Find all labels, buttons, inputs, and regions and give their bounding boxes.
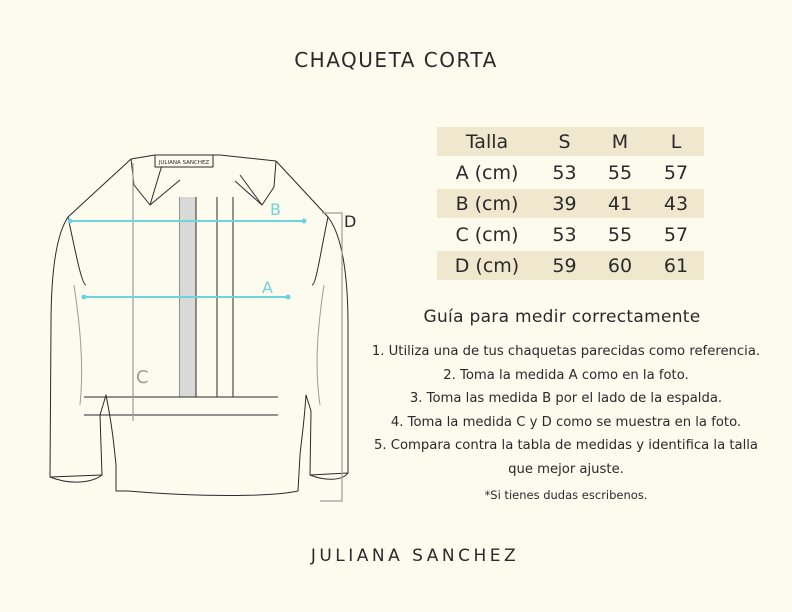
size-table-header-row xyxy=(437,127,704,156)
page-title: CHAQUETA CORTA xyxy=(294,48,498,72)
size-table-cell: 55 xyxy=(607,161,633,184)
size-table-row xyxy=(437,189,704,218)
guide-step: 5. Compara contra la tabla de medidas y identifica la talla xyxy=(373,438,759,454)
guide-step: 3. Toma las medida B por el lado de la espalda. xyxy=(409,391,723,407)
measure-c-letter: C xyxy=(136,367,149,388)
size-table-cell: 60 xyxy=(592,251,648,280)
size-table-header: L xyxy=(648,127,704,156)
size-table-cell: B (cm) xyxy=(437,189,537,218)
guide-note: *Si tienes dudas escribenos. xyxy=(484,488,648,502)
size-table-cell: 43 xyxy=(648,189,704,218)
size-table-row xyxy=(437,251,704,280)
jacket-label-text: JULIANA SANCHEZ xyxy=(158,160,210,166)
size-table-cell: C (cm) xyxy=(455,223,519,246)
measure-a-letter: A xyxy=(262,278,273,297)
size-table-header: Talla xyxy=(437,127,537,156)
size-table-row xyxy=(437,220,704,249)
guide-step: 1. Utiliza una de tus chaquetas parecidas como referencia. xyxy=(371,344,761,359)
size-table-cell: 53 xyxy=(552,161,577,184)
jacket-illustration xyxy=(30,125,370,505)
size-table-cell: 61 xyxy=(648,251,704,280)
jacket-body-outline xyxy=(50,159,348,496)
guide-title: Guía para medir correctamente xyxy=(423,307,701,327)
size-table-cell: A (cm) xyxy=(455,161,519,184)
brand-name: JULIANA SANCHEZ xyxy=(310,546,520,566)
guide-steps xyxy=(360,340,772,482)
guide-step: 2. Toma la medida A como en la foto. xyxy=(443,367,689,383)
size-table-cell: 59 xyxy=(537,251,592,280)
size-table-cell: 57 xyxy=(663,161,689,184)
size-table-row xyxy=(437,158,704,187)
size-table-cell: 53 xyxy=(552,223,577,246)
size-table-cell: 41 xyxy=(592,189,648,218)
size-table-header: M xyxy=(592,127,648,156)
guide-step: 4. Toma la medida C y D como se muestra en la foto. xyxy=(390,414,742,430)
measure-b-letter: B xyxy=(270,200,281,219)
guide-step: que mejor ajuste. xyxy=(508,461,624,477)
size-table-cell: 39 xyxy=(537,189,592,218)
size-table-cell: 57 xyxy=(663,223,689,246)
size-table-header: S xyxy=(537,127,592,156)
measure-d-letter: D xyxy=(344,212,357,231)
size-table xyxy=(437,125,704,282)
size-table-cell: 55 xyxy=(607,223,633,246)
size-table-cell: D (cm) xyxy=(437,251,537,280)
measure-d-line xyxy=(320,213,342,501)
